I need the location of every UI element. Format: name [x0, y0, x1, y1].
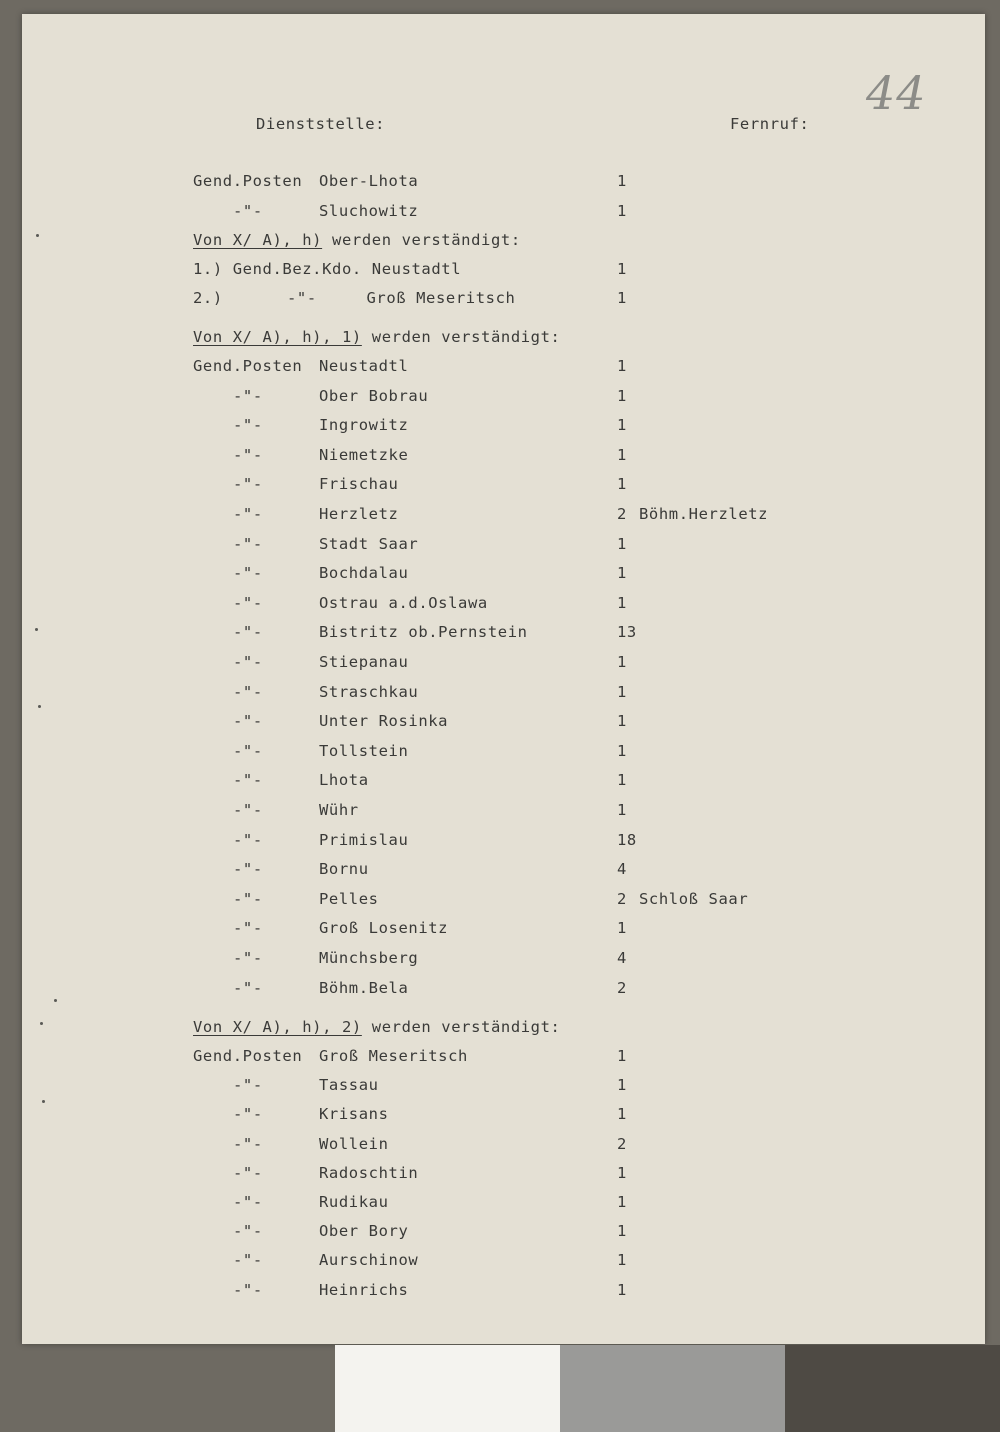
- column-header-dienststelle: Dienststelle:: [256, 115, 386, 133]
- station-name: Sluchowitz: [319, 201, 419, 220]
- ditto-mark: -"-: [233, 201, 263, 220]
- section-reference: Von X/ A), h), 2): [193, 1018, 362, 1036]
- station-name: Ostrau a.d.Oslawa: [319, 593, 488, 612]
- paper-speck: [36, 234, 39, 237]
- station-name: Heinrichs: [319, 1280, 409, 1299]
- paper-speck: [54, 999, 57, 1002]
- copy-count: 1: [617, 1280, 627, 1299]
- ditto-mark: -"-: [233, 889, 263, 908]
- paper-speck: [42, 1100, 45, 1103]
- station-name: Stiepanau: [319, 653, 409, 671]
- paper-speck: [38, 705, 41, 708]
- station-name: Frischau: [319, 475, 399, 494]
- station-name: Münchsberg: [319, 949, 419, 967]
- document-page: [22, 14, 985, 1344]
- ditto-mark: -"-: [233, 445, 263, 464]
- copy-count: 1: [617, 919, 627, 938]
- section-reference: Von X/ A), h), 1): [193, 328, 362, 346]
- section-heading-text: werden verständigt:: [361, 1018, 561, 1036]
- station-name: Niemetzke: [319, 445, 409, 464]
- copy-count: 1: [617, 201, 627, 220]
- command-entry: 1.) Gend.Bez.Kdo. Neustadtl: [193, 260, 462, 278]
- copy-count: 1: [617, 712, 627, 731]
- station-name: Tollstein: [319, 741, 409, 760]
- section-heading-text: werden verständigt:: [361, 328, 561, 346]
- copy-count: 1: [617, 771, 627, 790]
- copy-count: 2: [617, 1134, 627, 1153]
- section-heading-text: werden verständigt:: [322, 231, 521, 249]
- station-name: Ingrowitz: [319, 416, 409, 435]
- copy-count: 18: [617, 830, 637, 849]
- copy-count: 1: [617, 289, 627, 307]
- copy-count: 1: [617, 416, 627, 435]
- station-name: Groß Losenitz: [319, 919, 449, 938]
- ditto-mark: -"-: [233, 771, 263, 790]
- ditto-mark: -"-: [233, 949, 263, 967]
- copy-count: 2: [617, 505, 627, 523]
- station-name: Krisans: [319, 1105, 389, 1124]
- ditto-mark: -"-: [233, 1105, 263, 1124]
- copy-count: 2: [617, 889, 627, 908]
- ditto-mark: -"-: [233, 860, 263, 879]
- ditto-mark: -"-: [233, 386, 263, 405]
- station-name: Bochdalau: [319, 564, 409, 583]
- ditto-mark: -"-: [233, 1251, 263, 1270]
- copy-count: 1: [617, 1193, 627, 1211]
- copy-count: 1: [617, 1222, 627, 1241]
- paper-speck: [40, 1022, 43, 1025]
- copy-count: 1: [617, 445, 627, 464]
- ditto-mark: -"-: [233, 682, 263, 701]
- station-name: Straschkau: [319, 682, 419, 701]
- ditto-mark: -"-: [233, 534, 263, 553]
- ditto-mark: -"-: [233, 741, 263, 760]
- station-note: Böhm.Herzletz: [639, 505, 769, 523]
- paper-speck: [35, 628, 38, 631]
- unit-type: Gend.Posten: [193, 357, 303, 375]
- copy-count: 1: [617, 1105, 627, 1124]
- ditto-mark: -"-: [233, 1163, 263, 1182]
- scan-calibration-white: [335, 1345, 560, 1432]
- copy-count: 13: [617, 623, 637, 642]
- station-name: Ober Bory: [319, 1222, 409, 1241]
- column-header-fernruf: Fernruf:: [730, 115, 810, 133]
- ditto-mark: -"-: [233, 475, 263, 494]
- station-name: Ober Bobrau: [319, 386, 429, 405]
- ditto-mark: -"-: [233, 653, 263, 671]
- station-name: Wühr: [319, 801, 359, 819]
- section-heading: [193, 328, 560, 346]
- station-name: Rudikau: [319, 1193, 389, 1211]
- copy-count: 1: [617, 1047, 627, 1065]
- copy-count: 4: [617, 949, 627, 967]
- ditto-mark: -"-: [233, 1193, 263, 1211]
- station-name: Pelles: [319, 889, 379, 908]
- station-name: Herzletz: [319, 505, 399, 523]
- copy-count: 1: [617, 357, 627, 375]
- station-name: Neustadtl: [319, 357, 409, 375]
- copy-count: 2: [617, 978, 627, 997]
- station-note: Schloß Saar: [639, 889, 749, 908]
- copy-count: 1: [617, 1163, 627, 1182]
- station-name: Tassau: [319, 1076, 379, 1095]
- command-entry: 2.): [193, 289, 223, 307]
- ditto-mark: -"-: [233, 505, 263, 523]
- copy-count: 1: [617, 801, 627, 819]
- copy-count: 1: [617, 741, 627, 760]
- scan-background: [785, 1345, 1000, 1432]
- ditto-mark: -"-: [233, 1076, 263, 1095]
- section-heading: [193, 1018, 560, 1036]
- ditto-mark: -"-: [233, 1134, 263, 1153]
- copy-count: 1: [617, 653, 627, 671]
- copy-count: 1: [617, 534, 627, 553]
- section-reference: Von X/ A), h): [193, 231, 323, 249]
- station-name: Ober-Lhota: [319, 172, 419, 190]
- ditto-mark: -"-: [233, 712, 263, 731]
- copy-count: 1: [617, 564, 627, 583]
- station-name: Primislau: [319, 830, 409, 849]
- station-name: Groß Meseritsch: [319, 1047, 468, 1065]
- ditto-mark: -"-: [233, 801, 263, 819]
- scan-calibration-gray: [560, 1345, 785, 1432]
- copy-count: 1: [617, 475, 627, 494]
- station-name: Wollein: [319, 1134, 389, 1153]
- station-name: Stadt Saar: [319, 534, 419, 553]
- ditto-mark: -"-: [233, 830, 263, 849]
- unit-type: Gend.Posten: [193, 172, 303, 190]
- page-number: 44: [866, 66, 927, 120]
- ditto-mark: -"-: [233, 593, 263, 612]
- station-name: Böhm.Bela: [319, 978, 409, 997]
- station-name: Aurschinow: [319, 1251, 419, 1270]
- station-name: Bistritz ob.Pernstein: [319, 623, 528, 642]
- copy-count: 1: [617, 593, 627, 612]
- copy-count: 1: [617, 1251, 627, 1270]
- ditto-mark: -"-: [233, 564, 263, 583]
- copy-count: 4: [617, 860, 627, 879]
- copy-count: 1: [617, 1076, 627, 1095]
- station-name: Radoschtin: [319, 1163, 419, 1182]
- ditto-mark: -"-: [233, 416, 263, 435]
- copy-count: 1: [617, 682, 627, 701]
- section-heading: [193, 231, 521, 249]
- station-name: Unter Rosinka: [319, 712, 449, 731]
- copy-count: 1: [617, 260, 627, 278]
- unit-type: Gend.Posten: [193, 1047, 303, 1065]
- copy-count: 1: [617, 172, 627, 190]
- ditto-mark: -"-: [233, 623, 263, 642]
- copy-count: 1: [617, 386, 627, 405]
- ditto-mark: -"-: [233, 978, 263, 997]
- ditto-mark: -"-: [233, 919, 263, 938]
- command-entry-ditto: -"- Groß Meseritsch: [287, 289, 516, 307]
- ditto-mark: -"-: [233, 1222, 263, 1241]
- station-name: Bornu: [319, 860, 369, 879]
- ditto-mark: -"-: [233, 1280, 263, 1299]
- station-name: Lhota: [319, 771, 369, 790]
